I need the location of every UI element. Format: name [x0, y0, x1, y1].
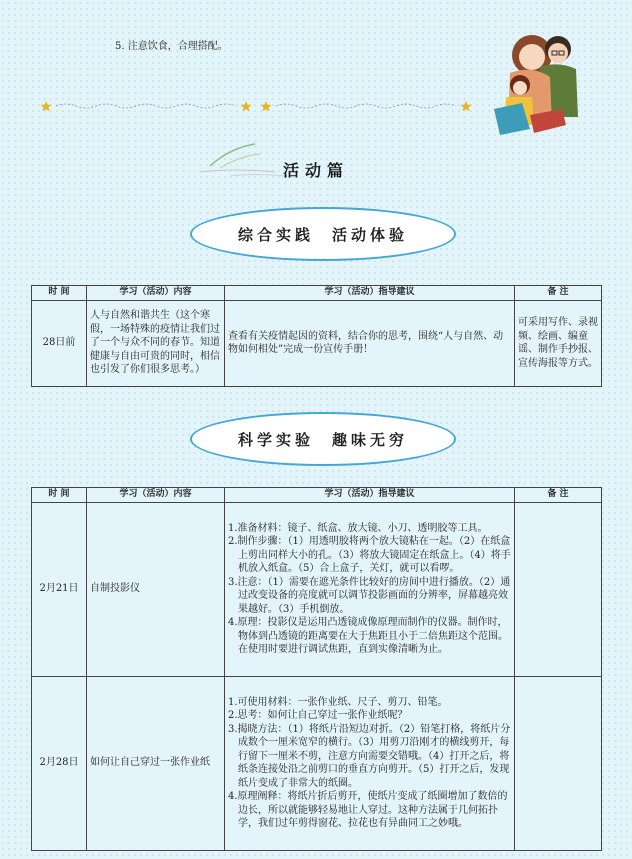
- guide-item: 3.揭晓方法：（1）将纸片沿短边对折。（2）铅笔打格，将纸片分成数个一厘米宽窄的横行。（3）用剪刀沿刚才的横线剪开，每行留下一厘米不剪，注意方向需要交错哦。（4）打开之后，将纸条连接处沿之前剪口的垂直方向剪开。（5）打开之后，发现纸片变成了非常大的纸圈。: [228, 723, 511, 789]
- row-content: 人与自然和谐共生（这个寒假，一场特殊的疫情让我们过了一个与众不同的春节。知道健康与自由可贵的同时，相信也引发了你们很多思考。）: [87, 300, 225, 386]
- table-row: [32, 502, 602, 676]
- row-guide: [225, 502, 515, 676]
- row-time: 28日前: [32, 300, 87, 386]
- header-note: 备 注: [515, 488, 602, 503]
- header-content: 学习（活动）内容: [87, 286, 225, 301]
- header-content: 学习（活动）内容: [87, 488, 225, 503]
- row-guide: 查看有关疫情起因的资料，结合你的思考，围绕“人与自然、动物如何相处”完成一份宣传手册！: [225, 300, 515, 386]
- banner-text-1: 科学实验: [237, 430, 314, 449]
- header-time: 时 间: [32, 488, 87, 503]
- header-guide: 学习（活动）指导建议: [225, 286, 515, 301]
- row-note: 可采用写作、录视频、绘画、编童谣、制作手抄报、宣传海报等方式。: [515, 300, 602, 386]
- experiment-table: [31, 487, 602, 851]
- intro-line: 5. 注意饮食，合理搭配。: [115, 41, 228, 52]
- guide-item: 2.制作步骤：（1）用透明胶将两个放大镜粘在一起。（2）在纸盒上剪出同样大小的孔。（3）将放大镜固定在纸盒上。（4）将手机放入纸盒。（5）合上盒子，关灯，就可以看啰。: [228, 536, 511, 574]
- banner-science-experiment: [190, 412, 456, 466]
- guide-item: 1.准备材料：镜子、纸盒、放大镜、小刀、透明胶等工具。: [228, 522, 488, 534]
- row-content: 如何让自己穿过一张作业纸: [87, 676, 225, 850]
- row-time: 2月21日: [32, 502, 87, 676]
- star-icon: [261, 101, 272, 111]
- header-time: 时 间: [32, 286, 87, 301]
- table-row: [32, 676, 602, 850]
- star-icon: [461, 101, 472, 111]
- row-guide: [225, 676, 515, 850]
- guide-item: 3.注意：（1）需要在遮光条件比较好的房间中进行播放。（2）通过改变设备的亮度就可以调节投影画面的分辨率，屏幕越亮效果越好。（3）手机倒放。: [228, 576, 511, 615]
- guide-item: 4.原理：投影仪是运用凸透镜成像原理而制作的仪器。制作时，物体到凸透镜的距离要在大于焦距且小于二倍焦距这个范围。在使用时要进行调试焦距，直到实像清晰为止。: [228, 617, 508, 655]
- banner-text-1: 综合实践: [237, 225, 314, 244]
- guide-item: 2.思考：如何让自己穿过一张作业纸呢？: [228, 710, 408, 721]
- star-dashed-divider: [40, 100, 600, 112]
- row-content: 自制投影仪: [87, 502, 225, 676]
- family-reading-illustration: [470, 25, 590, 145]
- star-icon: [41, 101, 52, 111]
- star-icon: [241, 101, 252, 111]
- table-row: [32, 300, 602, 386]
- header-guide: 学习（活动）指导建议: [225, 488, 515, 503]
- guide-item: 4.原理阐释：将纸片折后剪开，使纸片变成了纸圈增加了数倍的边长，所以就能够轻易地让人穿过。这种方法属于几何拓扑学，我们过年剪得窗花、拉花也有异曲同工之妙哦。: [228, 791, 508, 829]
- row-note: [515, 502, 602, 676]
- banner-text-2: 趣味无穷: [332, 430, 409, 449]
- guide-item: 1.可使用材料：一张作业纸、尺子、剪刀、铅笔。: [228, 696, 448, 708]
- row-note: [515, 676, 602, 850]
- activity-table: [31, 285, 602, 387]
- row-time: 2月28日: [32, 676, 87, 850]
- section-title: 活动篇: [282, 161, 349, 180]
- header-note: 备 注: [515, 286, 602, 301]
- banner-comprehensive-practice: [190, 207, 456, 261]
- banner-text-2: 活动体验: [332, 225, 409, 244]
